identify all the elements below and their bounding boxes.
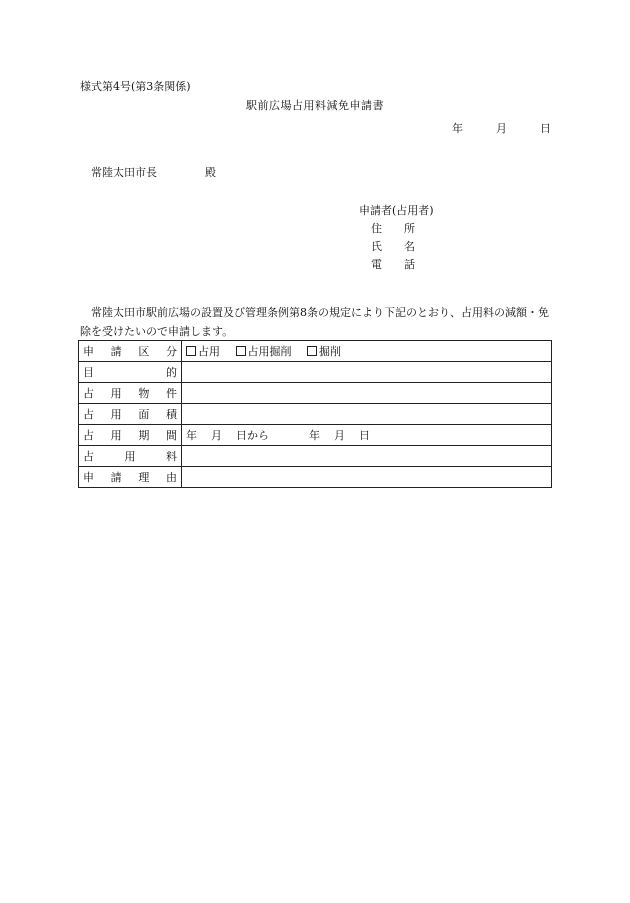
option-excavate[interactable]: 掘削 (307, 343, 341, 359)
date-day: 日 (540, 122, 551, 135)
checkbox-icon[interactable] (186, 346, 196, 356)
checkbox-icon[interactable] (307, 346, 317, 356)
category-options (182, 341, 552, 362)
date-year: 年 (452, 122, 463, 135)
addressee-honorific: 殿 (205, 166, 216, 179)
table-row (79, 362, 552, 383)
table-row (79, 446, 552, 467)
applicant-address-label: 住 所 (371, 222, 415, 235)
document-title: 駅前広場占用料減免申請書 (246, 99, 384, 112)
occupied-area-field[interactable] (182, 404, 552, 425)
row-label: 占 用 料 (79, 446, 182, 467)
occupancy-fee-field[interactable] (182, 446, 552, 467)
addressee-name: 常陸太田市長 (91, 166, 157, 179)
checkbox-icon[interactable] (236, 346, 246, 356)
table-row (79, 425, 552, 446)
option-occupy[interactable]: 占用 (186, 343, 220, 359)
row-label: 占 用 面 積 (79, 404, 182, 425)
row-label: 占 用 物 件 (79, 383, 182, 404)
form-number: 様式第4号(第3条関係) (80, 80, 191, 93)
row-label: 申 請 区 分 (79, 341, 182, 362)
table-row (79, 404, 552, 425)
body-text: 常陸太田市駅前広場の設置及び管理条例第8条の規定により下記のとおり、占用料の減額・免除を受けたいので申請します。 (80, 306, 549, 338)
table-row (79, 341, 552, 362)
purpose-field[interactable] (182, 362, 552, 383)
applicant-heading: 申請者(占用者) (359, 204, 434, 217)
date-line (452, 122, 551, 136)
application-table (78, 340, 552, 488)
application-reason-field[interactable] (182, 467, 552, 488)
occupied-object-field[interactable] (182, 383, 552, 404)
table-row (79, 383, 552, 404)
occupied-period-field[interactable]: 年 月 日から 年 月 日 (182, 425, 552, 446)
row-label: 申 請 理 由 (79, 467, 182, 488)
applicant-name-label: 氏 名 (371, 240, 415, 253)
date-month: 月 (496, 122, 507, 135)
table-row (79, 467, 552, 488)
row-label: 占 用 期 間 (79, 425, 182, 446)
applicant-phone-label: 電 話 (371, 258, 415, 271)
row-label: 目 的 (79, 362, 182, 383)
option-occupy-excavate[interactable]: 占用掘削 (236, 343, 292, 359)
addressee (91, 166, 216, 180)
